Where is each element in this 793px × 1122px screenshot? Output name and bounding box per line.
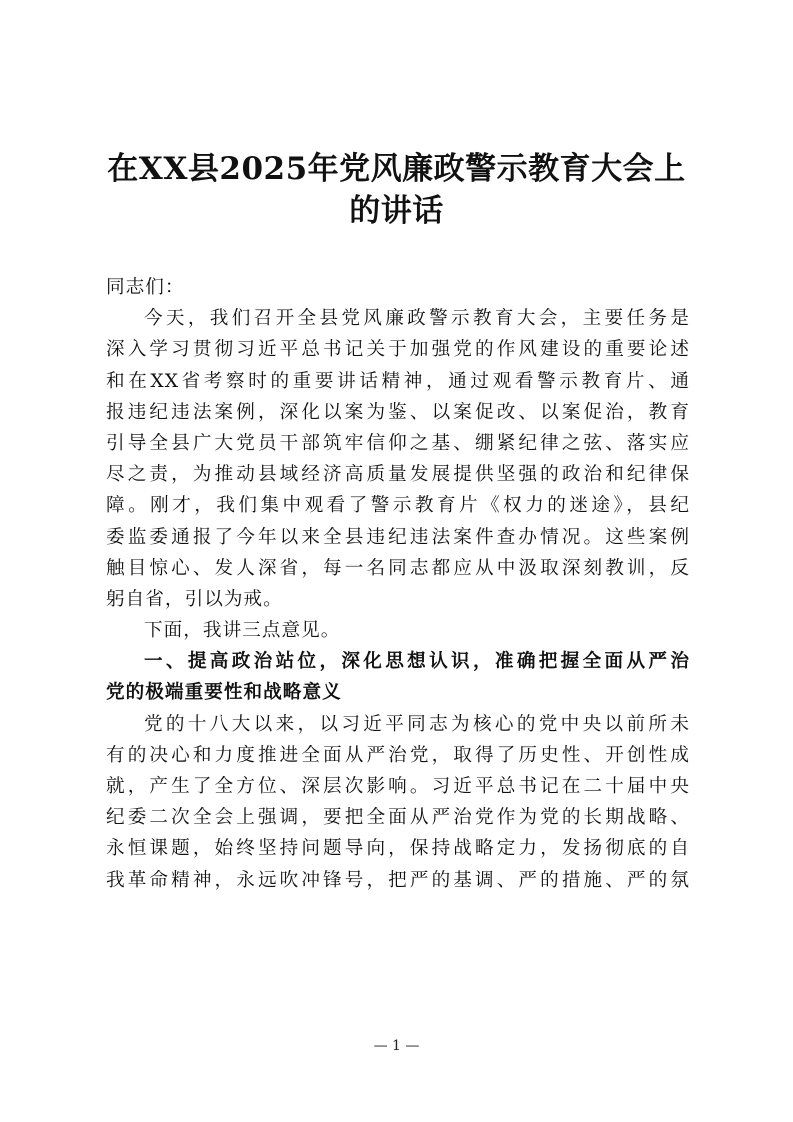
paragraph-line: 报违纪违法案例，深化以案为鉴、以案促改、以案促治，教育	[106, 401, 690, 423]
section-heading-line: 一、提高政治站位，深化思想认识，准确把握全面从严治	[144, 651, 690, 673]
paragraph-line: 躬自省，引以为戒。	[106, 588, 283, 610]
paragraph-line: 深入学习贯彻习近平总书记关于加强党的作风建设的重要论述	[106, 339, 690, 361]
paragraph-line: 今天，我们召开全县党风廉政警示教育大会，主要任务是	[144, 308, 690, 330]
paragraph-line: 和在XX省考察时的重要讲话精神，通过观看警示教育片、通	[106, 370, 690, 392]
paragraph-line: 障。刚才，我们集中观看了警示教育片《权力的迷途》，县纪	[106, 495, 690, 517]
paragraph-line: 委监委通报了今年以来全县违纪违法案件查办情况。这些案例	[106, 526, 690, 548]
paragraph-line: 引导全县广大党员干部筑牢信仰之基、绷紧纪律之弦、落实应	[106, 432, 690, 454]
document-title	[80, 148, 713, 232]
salutation: 同志们：	[106, 277, 185, 298]
paragraph-line: 有的决心和力度推进全面从严治党，取得了历史性、开创性成	[106, 744, 690, 766]
paragraph-line: 纪委二次全会上强调，要把全面从严治党作为党的长期战略、	[106, 807, 690, 829]
paragraph-line: 就，产生了全方位、深层次影响。习近平总书记在二十届中央	[106, 776, 690, 797]
title-line-2: 的讲话	[349, 193, 444, 229]
title-line-1: 在XX县2025年党风廉政警示教育大会上	[107, 151, 686, 187]
paragraph-line: 触目惊心、发人深省，每一名同志都应从中汲取深刻教训，反	[106, 557, 690, 579]
paragraph-line: 永恒课题，始终坚持问题导向，保持战略定力，发扬彻底的自	[106, 838, 690, 860]
paragraph-line: 我革命精神，永远吹冲锋号，把严的基调、严的措施、严的氛	[106, 869, 690, 891]
paragraph-line: 下面，我讲三点意见。	[144, 620, 341, 642]
paragraph-line: 尽之责，为推动县域经济高质量发展提供坚强的政治和纪律保	[106, 464, 690, 486]
page-number: — 1 —	[373, 1038, 420, 1054]
document-body	[106, 272, 690, 896]
paragraph-line: 党的十八大以来，以习近平同志为核心的党中央以前所未	[144, 713, 690, 735]
section-heading-line: 党的极端重要性和战略意义	[106, 682, 342, 704]
